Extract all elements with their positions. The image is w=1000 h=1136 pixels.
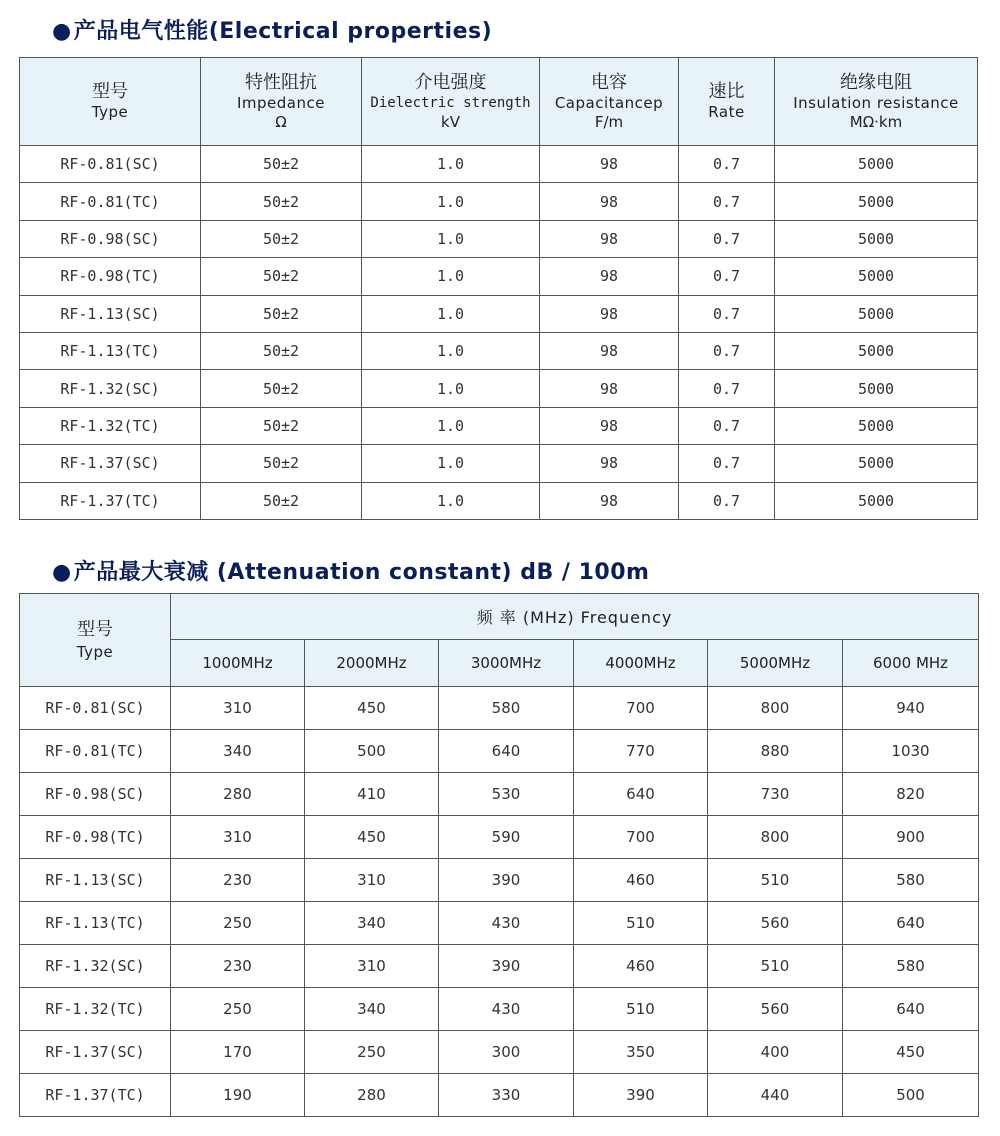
attenuation-section-title <box>52 555 649 586</box>
table-cell: 50±2 <box>201 183 362 220</box>
table-cell: 940 <box>843 687 979 730</box>
table-cell: RF-1.37(SC) <box>20 445 201 482</box>
table-cell: 700 <box>574 687 708 730</box>
electrical-properties-table <box>19 57 978 520</box>
table-cell: 640 <box>843 988 979 1031</box>
table-cell: 1.0 <box>362 258 540 295</box>
table-cell: RF-1.32(TC) <box>20 407 201 444</box>
table-cell: 50±2 <box>201 146 362 183</box>
table-cell: 400 <box>708 1031 843 1074</box>
table-cell: 350 <box>574 1031 708 1074</box>
header-frequency-4: 5000MHz <box>708 640 843 687</box>
table-cell: 1.0 <box>362 370 540 407</box>
table-cell: 50±2 <box>201 407 362 444</box>
table-cell: RF-0.98(TC) <box>20 258 201 295</box>
table-cell: 5000 <box>775 295 978 332</box>
table-cell: 900 <box>843 816 979 859</box>
header-frequency-1: 2000MHz <box>305 640 439 687</box>
table-cell: 0.7 <box>679 482 775 519</box>
attenuation-header-row <box>20 594 979 640</box>
table-cell: RF-1.13(TC) <box>20 332 201 369</box>
table-cell: 310 <box>171 687 305 730</box>
table-cell: 800 <box>708 816 843 859</box>
table-cell: 50±2 <box>201 482 362 519</box>
table-cell: 310 <box>305 859 439 902</box>
header-frequency-5: 6000 MHz <box>843 640 979 687</box>
table-cell: 5000 <box>775 482 978 519</box>
table-cell: 580 <box>439 687 574 730</box>
table-cell: 5000 <box>775 332 978 369</box>
table-cell: 390 <box>439 859 574 902</box>
table-cell: 250 <box>305 1031 439 1074</box>
table-cell: 0.7 <box>679 407 775 444</box>
table-cell: RF-0.98(SC) <box>20 220 201 257</box>
table-cell: 500 <box>305 730 439 773</box>
table-cell: 5000 <box>775 146 978 183</box>
table-cell: 1.0 <box>362 445 540 482</box>
table-cell: RF-1.13(SC) <box>20 859 171 902</box>
table-cell: 0.7 <box>679 295 775 332</box>
header-frequency-2: 3000MHz <box>439 640 574 687</box>
table-cell: 640 <box>574 773 708 816</box>
header-capacitance: 电容 Capacitancep F/m <box>540 58 679 146</box>
table-cell: 510 <box>708 859 843 902</box>
table-cell: 280 <box>305 1074 439 1117</box>
table-cell: 510 <box>574 902 708 945</box>
table-cell: 800 <box>708 687 843 730</box>
table-cell: RF-1.32(SC) <box>20 945 171 988</box>
header-type: 型号 Type <box>20 594 171 687</box>
attenuation-title-text: 产品最大衰减 (Attenuation constant) dB / 100m <box>73 560 650 585</box>
table-cell: 460 <box>574 859 708 902</box>
table-cell: 590 <box>439 816 574 859</box>
table-cell: 98 <box>540 332 679 369</box>
table-cell: RF-1.32(TC) <box>20 988 171 1031</box>
header-frequency-3: 4000MHz <box>574 640 708 687</box>
header-dielectric-strength: 介电强度 Dielectric strength kV <box>362 58 540 146</box>
bullet-icon: ● <box>52 19 72 44</box>
table-cell: 340 <box>171 730 305 773</box>
table-cell: RF-0.81(TC) <box>20 183 201 220</box>
table-row <box>20 988 979 1031</box>
table-cell: 250 <box>171 902 305 945</box>
table-cell: 640 <box>439 730 574 773</box>
table-cell: 880 <box>708 730 843 773</box>
table-row <box>20 945 979 988</box>
table-cell: 0.7 <box>679 258 775 295</box>
table-cell: 510 <box>574 988 708 1031</box>
table-cell: 1.0 <box>362 482 540 519</box>
table-cell: 50±2 <box>201 220 362 257</box>
table-cell: 580 <box>843 945 979 988</box>
table-cell: 310 <box>171 816 305 859</box>
table-cell: 230 <box>171 859 305 902</box>
table-cell: 430 <box>439 902 574 945</box>
header-type: 型号 Type <box>20 58 201 146</box>
table-cell: 230 <box>171 945 305 988</box>
table-row <box>20 370 978 407</box>
table-cell: 98 <box>540 295 679 332</box>
table-row <box>20 332 978 369</box>
table-cell: RF-0.81(SC) <box>20 687 171 730</box>
table-cell: 98 <box>540 258 679 295</box>
table-cell: 50±2 <box>201 258 362 295</box>
table-row <box>20 482 978 519</box>
table-cell: 5000 <box>775 220 978 257</box>
table-cell: 98 <box>540 407 679 444</box>
table-cell: 5000 <box>775 370 978 407</box>
table-cell: 98 <box>540 370 679 407</box>
table-cell: 98 <box>540 482 679 519</box>
table-row <box>20 407 978 444</box>
table-cell: 0.7 <box>679 220 775 257</box>
table-cell: 280 <box>171 773 305 816</box>
table-cell: 640 <box>843 902 979 945</box>
table-cell: RF-1.32(SC) <box>20 370 201 407</box>
table-cell: 390 <box>439 945 574 988</box>
table-cell: 250 <box>171 988 305 1031</box>
header-rate: 速比 Rate <box>679 58 775 146</box>
table-cell: 300 <box>439 1031 574 1074</box>
table-row <box>20 773 979 816</box>
table-cell: 0.7 <box>679 183 775 220</box>
attenuation-table <box>19 593 979 1117</box>
table-row <box>20 258 978 295</box>
table-row <box>20 445 978 482</box>
table-cell: 430 <box>439 988 574 1031</box>
table-cell: 560 <box>708 988 843 1031</box>
table-cell: 770 <box>574 730 708 773</box>
electrical-title-text: 产品电气性能(Electrical properties) <box>73 19 493 44</box>
table-cell: 450 <box>843 1031 979 1074</box>
bullet-icon: ● <box>52 560 72 585</box>
table-cell: RF-0.98(TC) <box>20 816 171 859</box>
table-cell: RF-1.13(SC) <box>20 295 201 332</box>
table-cell: 1.0 <box>362 332 540 369</box>
table-cell: 0.7 <box>679 146 775 183</box>
table-cell: RF-0.98(SC) <box>20 773 171 816</box>
table-cell: 580 <box>843 859 979 902</box>
table-cell: 390 <box>574 1074 708 1117</box>
table-cell: 460 <box>574 945 708 988</box>
table-cell: 1.0 <box>362 183 540 220</box>
table-cell: 1.0 <box>362 220 540 257</box>
table-cell: RF-0.81(TC) <box>20 730 171 773</box>
table-row <box>20 146 978 183</box>
header-frequency-0: 1000MHz <box>171 640 305 687</box>
table-cell: 50±2 <box>201 370 362 407</box>
table-cell: 450 <box>305 687 439 730</box>
electrical-section-title <box>52 14 492 45</box>
table-cell: RF-1.13(TC) <box>20 902 171 945</box>
table-cell: 1.0 <box>362 407 540 444</box>
table-row <box>20 1074 979 1117</box>
table-cell: RF-1.37(TC) <box>20 1074 171 1117</box>
table-cell: 1.0 <box>362 146 540 183</box>
header-insulation-resistance: 绝缘电阻 Insulation resistance MΩ·km <box>775 58 978 146</box>
table-cell: 98 <box>540 146 679 183</box>
table-cell: 190 <box>171 1074 305 1117</box>
header-frequency: 频 率 (MHz) Frequency <box>171 594 979 640</box>
table-row <box>20 183 978 220</box>
table-cell: 340 <box>305 902 439 945</box>
table-cell: 0.7 <box>679 370 775 407</box>
header-impedance: 特性阻抗 Impedance Ω <box>201 58 362 146</box>
table-row <box>20 220 978 257</box>
table-cell: 530 <box>439 773 574 816</box>
table-cell: 1.0 <box>362 295 540 332</box>
table-cell: 700 <box>574 816 708 859</box>
table-cell: 340 <box>305 988 439 1031</box>
table-cell: 170 <box>171 1031 305 1074</box>
table-cell: RF-1.37(TC) <box>20 482 201 519</box>
table-cell: 310 <box>305 945 439 988</box>
table-row <box>20 902 979 945</box>
table-cell: 500 <box>843 1074 979 1117</box>
table-cell: 730 <box>708 773 843 816</box>
table-cell: 0.7 <box>679 445 775 482</box>
table-cell: 1030 <box>843 730 979 773</box>
table-cell: 330 <box>439 1074 574 1117</box>
table-cell: 0.7 <box>679 332 775 369</box>
table-row <box>20 859 979 902</box>
table-row <box>20 730 979 773</box>
table-cell: 5000 <box>775 445 978 482</box>
table-cell: 560 <box>708 902 843 945</box>
electrical-header-row <box>20 58 978 146</box>
table-cell: 410 <box>305 773 439 816</box>
table-cell: RF-1.37(SC) <box>20 1031 171 1074</box>
table-cell: 98 <box>540 220 679 257</box>
table-cell: 98 <box>540 445 679 482</box>
table-cell: 820 <box>843 773 979 816</box>
table-cell: 450 <box>305 816 439 859</box>
table-cell: 50±2 <box>201 332 362 369</box>
table-cell: 98 <box>540 183 679 220</box>
table-cell: 5000 <box>775 183 978 220</box>
table-row <box>20 1031 979 1074</box>
table-row <box>20 816 979 859</box>
table-cell: 510 <box>708 945 843 988</box>
table-cell: 5000 <box>775 258 978 295</box>
table-cell: 50±2 <box>201 445 362 482</box>
table-cell: 5000 <box>775 407 978 444</box>
table-cell: 440 <box>708 1074 843 1117</box>
table-cell: 50±2 <box>201 295 362 332</box>
table-row <box>20 295 978 332</box>
table-row <box>20 687 979 730</box>
table-cell: RF-0.81(SC) <box>20 146 201 183</box>
